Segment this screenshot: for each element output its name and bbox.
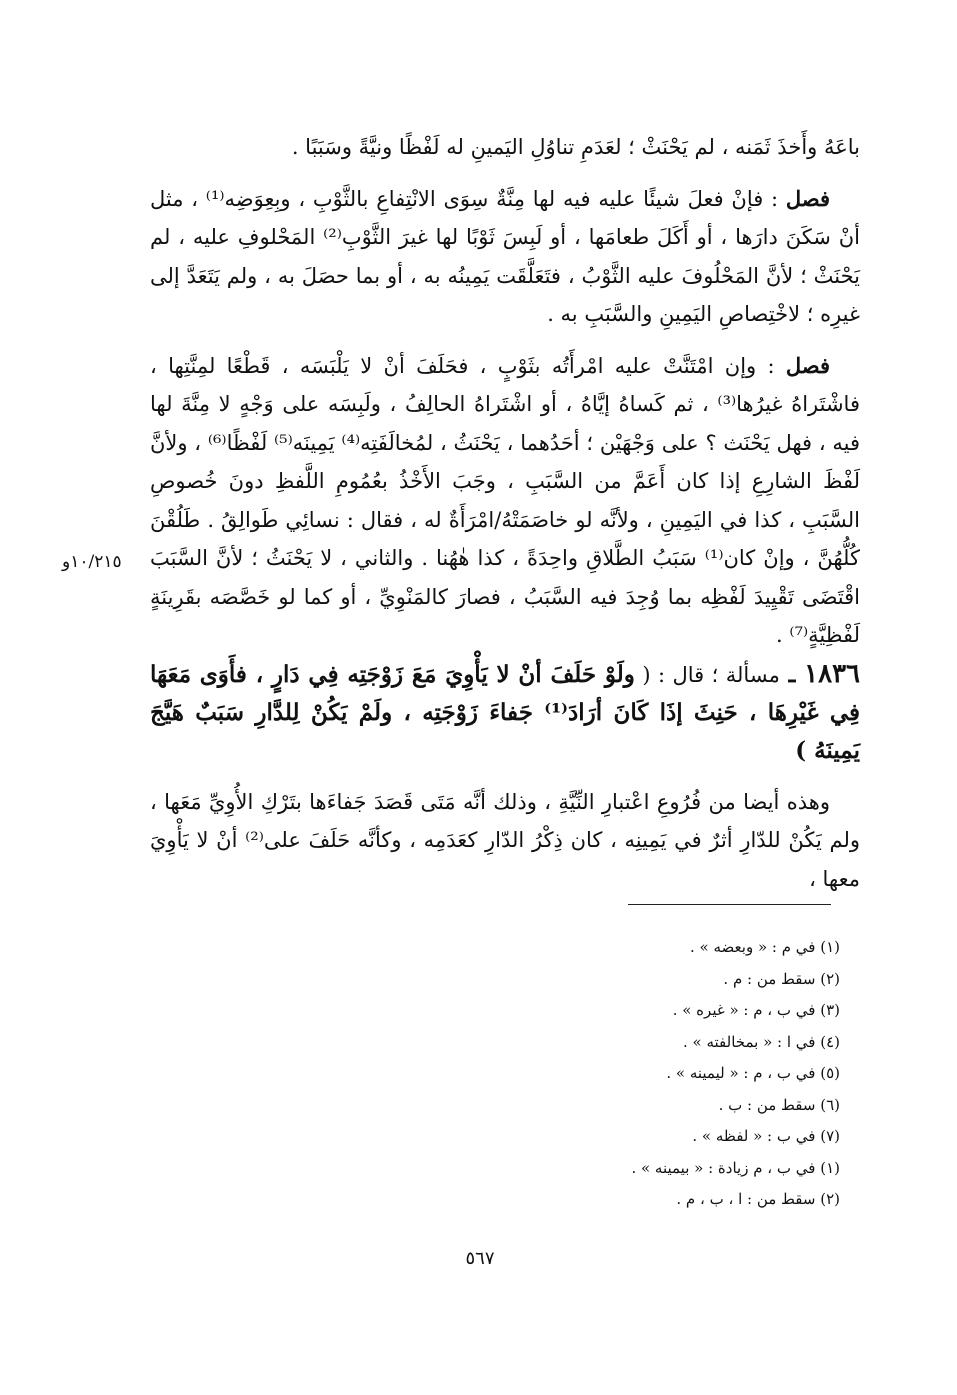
footnote: (٤) في ا : « بمخالفته » . [683,1032,840,1051]
paragraph-4 [150,783,860,899]
footnotes [300,932,840,1216]
paragraph-2-text: : فإنْ فعلَ شيئًا عليه فيه لها مِنَّةٌ سِوَى الانْتِفاعِ بالثَّوْبِ ، وبِعِوَضِه⁽¹⁾ ، مثل أنْ سَكَنَ دارَها ، أو أَكَلَ طعامَها ، أو لَبِسَ ثَوْبًا لها غيرَ الثَّوْبِ⁽²⁾ المَحْلوفِ عليه ، لم يَحْنَثْ ؛ لأنَّ المَحْلُوفَ عليه الثَّوْبُ ، فتَعَلَّقَت يَمِينُه به ، أو بما حصَلَ به ، ولم يَتَعَدَّ إلى غيرِه ؛ لاخْتِصاصِ اليَمِينِ والسَّبَبِ به . [150,186,860,326]
section-keyword: فصل [785,185,830,211]
section-keyword: فصل [785,352,830,378]
footnote: (١) في م : « وبعضه » . [690,938,840,956]
issue-number: ١٨٣٦ [804,658,860,689]
issue-text: ولَوْ حَلَفَ أنْ لا يَأْوِيَ مَعَ زَوْجَتِه فِي دَارٍ ، فأَوَى مَعَهَا فِي غَيْرِهَا ، حَنِثَ إذَا كَانَ أرَادَ⁽¹⁾ جَفاءَ زَوْجَتِه ، ولَمْ يَكُنْ لِلدَّارِ سَبَبٌ هَيَّجَ يَمِينَهُ ) [150,660,860,764]
paragraph-1 [150,128,860,167]
footnote: (٣) في ب ، م : « غيره » . [672,1001,840,1019]
footnote: (٦) سقط من : ب . [718,1095,840,1114]
page-number: ٥٦٧ [465,1248,495,1269]
issue-dash: ـ [779,660,805,688]
paragraph-4-text: وهذه أيضا من فُرُوعِ اعْتبارِ النِّيَّةِ ، وذلك أنَّه مَتَى قَصَدَ جَفاءَها بتَرْكِ الأُوِيِّ مَعَها ، ولم يَكُنْ للدّارِ أثرٌ في يَمِينِه ، كان ذِكْرُ الدّارِ كعَدَمِه ، وكأنَّه حَلَفَ على⁽²⁾ أنْ لا يَأْوِيَ معها ، [150,789,860,891]
margin-reference: ١٠/٢١٥و [62,552,122,572]
footnote: (٢) سقط من : ا ، ب ، م . [676,1190,840,1208]
footnote: (٥) في ب ، م : « ليمينه » . [666,1064,840,1082]
footnote-divider [628,904,831,905]
main-text [150,128,860,898]
footnote: (١) في ب ، م زيادة : « بيمينه » . [631,1158,840,1177]
paragraph-3 [150,347,860,655]
footnote: (٧) في ب : « لفظه » . [692,1127,840,1145]
issue-heading [150,655,860,770]
issue-lead: مسألة ؛ قال : ( [634,662,780,687]
paragraph-3-text: : وإن امْتَنَّتْ عليه امْرأَتُه بثَوْبٍ ، فحَلَفَ أنْ لا يَلْبَسَه ، قَطْعًا لمِنَّتِها ، فاشْتَراهُ غيرُها⁽³⁾ ، ثم كَساهُ إيَّاهُ ، أو اشْتَراهُ الحالِفُ ، ولَبِسَه على وَجْهٍ لا مِنَّةَ لها فيه ، فهل يَحْنَث ؟ على وَجْهَيْن ؛ أحَدُهما ، يَحْنَثُ ، لمُخالَفَتِه⁽⁴⁾ يَمِينَه⁽⁵⁾ لَفْظًا⁽⁶⁾ ، ولأنَّ لَفْظَ الشارِعِ إذا كان أَعَمَّ من السَّبَبِ ، وجَبَ الأَخْذُ بعُمُومِ اللَّفظِ دونَ خُصوصِ السَّبَبِ ، كذا في اليَمِينِ ، ولأنَّه لو خاصَمَتْهُ/امْرَأَةٌ له ، فقال : نسائِي طَوالِقُ . طَلُقْنَ كُلُّهُنَّ ، وإنْ كان⁽¹⁾ سَبَبُ الطَّلاقِ واحِدَةً ، كذا هٰهُنا . والثاني ، لا يَحْنَثُ ؛ لأنَّ السَّبَبَ اقْتَضَى تَقْيِيدَ لَفْظِه بما وُجِدَ فيه السَّبَبُ ، فصارَ كالمَنْوِيِّ ، أو كما لو خَصَّصَه بقَرِينَةٍ لَفْظِيَّةٍ⁽⁷⁾ . [150,353,861,647]
paragraph-2 [150,180,860,334]
footnote: (٢) سقط من : م . [723,969,840,988]
paragraph-1-text: باعَهُ وأَخذَ ثَمَنه ، لم يَحْنَثْ ؛ لعَدَمِ تناوُلِ اليَمينِ له لَفْظًا ونيَّةً وسَبَبًا . [291,135,860,159]
